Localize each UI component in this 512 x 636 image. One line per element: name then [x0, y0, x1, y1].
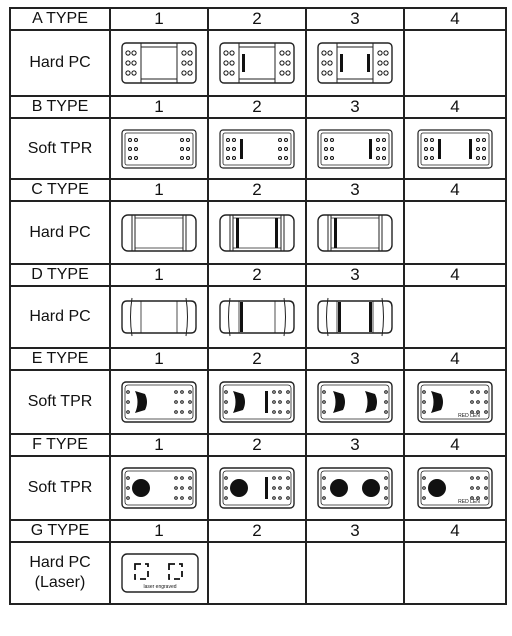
- column-number: 3: [306, 179, 404, 201]
- variant-cell: [110, 30, 208, 96]
- type-variant-row: [10, 286, 506, 348]
- column-number: 2: [208, 348, 306, 370]
- indicator-bar: [265, 391, 268, 413]
- tpr-holes-one-bar-right-thumbnail: [315, 124, 395, 174]
- variant-cell: [110, 286, 208, 348]
- indicator-bar: [367, 54, 370, 72]
- column-number: 3: [306, 348, 404, 370]
- tpr-wedge-two-wedges-thumbnail: [315, 377, 395, 427]
- indicator-bar: [265, 477, 268, 499]
- tpr-circle-circle-thumbnail: [119, 463, 199, 513]
- circle-mark: [330, 479, 348, 497]
- empty-cell: [404, 286, 506, 348]
- type-header-row: [10, 264, 506, 286]
- switch-body: [318, 43, 392, 83]
- type-variant-row: [10, 456, 506, 520]
- column-number: 2: [208, 264, 306, 286]
- switch-body: [318, 301, 392, 333]
- column-number: 4: [404, 96, 506, 118]
- switch-body: [318, 130, 392, 168]
- variant-cell: [404, 370, 506, 434]
- tpr-holes-plain-thumbnail: [119, 124, 199, 174]
- column-number: 1: [110, 96, 208, 118]
- variant-cell: [306, 201, 404, 264]
- pc-holes-two-bars-thumbnail: [315, 38, 395, 88]
- switch-body: [418, 382, 492, 422]
- type-header-row: [10, 348, 506, 370]
- switch-body: [220, 43, 294, 83]
- variant-cell: [110, 118, 208, 179]
- variant-cell: [306, 370, 404, 434]
- material-label-line: Hard PC: [29, 554, 91, 571]
- variant-cell: [208, 201, 306, 264]
- material-label: Hard PC: [10, 201, 110, 264]
- variant-cell: [306, 30, 404, 96]
- variant-cell: [208, 286, 306, 348]
- indicator-bar: [240, 302, 243, 332]
- type-variant-row: [10, 201, 506, 264]
- switch-body: [318, 382, 392, 422]
- pc-holes-plain-thumbnail: [119, 38, 199, 88]
- column-number: 1: [110, 179, 208, 201]
- column-number: 3: [306, 8, 404, 30]
- material-label: Hard PC: [10, 286, 110, 348]
- switch-body: [220, 301, 294, 333]
- switch-body: [122, 215, 196, 251]
- indicator-bar: [334, 218, 337, 248]
- switch-body: [122, 43, 196, 83]
- pc-rocker-plain-thumbnail: [119, 292, 199, 342]
- type-name: E TYPE: [10, 348, 110, 370]
- column-number: 4: [404, 348, 506, 370]
- column-number: 4: [404, 520, 506, 542]
- variant-cell: [110, 201, 208, 264]
- type-name: F TYPE: [10, 434, 110, 456]
- circle-mark: [132, 479, 150, 497]
- tpr-wedge-wedge-thumbnail: [119, 377, 199, 427]
- variant-cell: [208, 456, 306, 520]
- variant-cell: [404, 456, 506, 520]
- pc-rocker-one-bar-thumbnail: [217, 292, 297, 342]
- tpr-circle-circle-led-thumbnail: [415, 463, 495, 513]
- pc-rocker-two-bars-thumbnail: [315, 292, 395, 342]
- indicator-bar: [469, 139, 472, 159]
- circle-mark: [428, 479, 446, 497]
- column-number: 2: [208, 96, 306, 118]
- empty-cell: [404, 30, 506, 96]
- led-label: RED LEN: [458, 499, 480, 505]
- column-number: 2: [208, 179, 306, 201]
- column-number: 1: [110, 348, 208, 370]
- type-name: C TYPE: [10, 179, 110, 201]
- switch-body: [318, 215, 392, 251]
- tpr-holes-one-bar-thumbnail: [217, 124, 297, 174]
- material-label: Soft TPR: [10, 118, 110, 179]
- tpr-circle-two-circles-thumbnail: [315, 463, 395, 513]
- column-number: 1: [110, 8, 208, 30]
- column-number: 1: [110, 264, 208, 286]
- material-label: Hard PC: [10, 30, 110, 96]
- type-variant-row: [10, 370, 506, 434]
- switch-body: [220, 215, 294, 251]
- type-header-row: [10, 520, 506, 542]
- tpr-wedge-wedge-bar-thumbnail: [217, 377, 297, 427]
- type-name: D TYPE: [10, 264, 110, 286]
- variant-cell: [306, 456, 404, 520]
- circle-mark: [230, 479, 248, 497]
- switch-body: [122, 382, 196, 422]
- type-name: B TYPE: [10, 96, 110, 118]
- type-header-row: [10, 8, 506, 30]
- indicator-bar: [338, 302, 341, 332]
- type-header-row: [10, 434, 506, 456]
- pc-grooves-two-bars-thumbnail: [217, 208, 297, 258]
- column-number: 3: [306, 520, 404, 542]
- switch-body: [122, 301, 196, 333]
- switch-body: [220, 130, 294, 168]
- pc-grooves-one-bar-thumbnail: [315, 208, 395, 258]
- variant-cell: [306, 118, 404, 179]
- switch-body: [418, 130, 492, 168]
- indicator-bar: [236, 218, 239, 248]
- variant-cell: [208, 370, 306, 434]
- pc-holes-one-bar-thumbnail: [217, 38, 297, 88]
- column-number: 3: [306, 434, 404, 456]
- column-number: 2: [208, 8, 306, 30]
- column-number: 1: [110, 520, 208, 542]
- type-table: [9, 7, 507, 605]
- laser-caption: laser engraved: [143, 584, 177, 590]
- empty-cell: [404, 542, 506, 604]
- switch-body: [122, 130, 196, 168]
- pc-grooves-plain-thumbnail: [119, 208, 199, 258]
- indicator-bar: [240, 139, 243, 159]
- column-number: 4: [404, 264, 506, 286]
- switch-body: [318, 468, 392, 508]
- spec-sheet: [9, 7, 505, 629]
- material-label: Soft TPR: [10, 370, 110, 434]
- column-number: 1: [110, 434, 208, 456]
- indicator-bar: [369, 302, 372, 332]
- empty-cell: [404, 201, 506, 264]
- variant-cell: [208, 118, 306, 179]
- variant-cell: [110, 542, 208, 604]
- variant-cell: [110, 370, 208, 434]
- type-variant-row: [10, 542, 506, 604]
- type-variant-row: [10, 30, 506, 96]
- material-label-line: (Laser): [34, 574, 86, 591]
- variant-cell: [110, 456, 208, 520]
- variant-cell: [306, 286, 404, 348]
- column-number: 2: [208, 520, 306, 542]
- indicator-bar: [275, 218, 278, 248]
- variant-cell: [208, 30, 306, 96]
- indicator-bar: [242, 54, 245, 72]
- material-label: Soft TPR: [10, 456, 110, 520]
- column-number: 2: [208, 434, 306, 456]
- column-number: 4: [404, 8, 506, 30]
- led-label: RED LEN: [458, 413, 480, 419]
- variant-cell: [404, 118, 506, 179]
- type-name: A TYPE: [10, 8, 110, 30]
- switch-body: [220, 382, 294, 422]
- column-number: 3: [306, 96, 404, 118]
- type-table-body: [10, 8, 506, 604]
- tpr-circle-circle-bar-thumbnail: [217, 463, 297, 513]
- column-number: 4: [404, 179, 506, 201]
- indicator-bar: [369, 139, 372, 159]
- material-label: [10, 542, 110, 604]
- type-variant-row: [10, 118, 506, 179]
- type-name: G TYPE: [10, 520, 110, 542]
- tpr-holes-two-bars-thumbnail: [415, 124, 495, 174]
- empty-cell: [208, 542, 306, 604]
- column-number: 4: [404, 434, 506, 456]
- type-header-row: [10, 179, 506, 201]
- circle-mark: [362, 479, 380, 497]
- indicator-bar: [340, 54, 343, 72]
- tpr-wedge-wedge-led-thumbnail: [415, 377, 495, 427]
- type-header-row: [10, 96, 506, 118]
- empty-cell: [306, 542, 404, 604]
- column-number: 3: [306, 264, 404, 286]
- indicator-bar: [438, 139, 441, 159]
- pc-laser-laser-thumbnail: [119, 548, 199, 598]
